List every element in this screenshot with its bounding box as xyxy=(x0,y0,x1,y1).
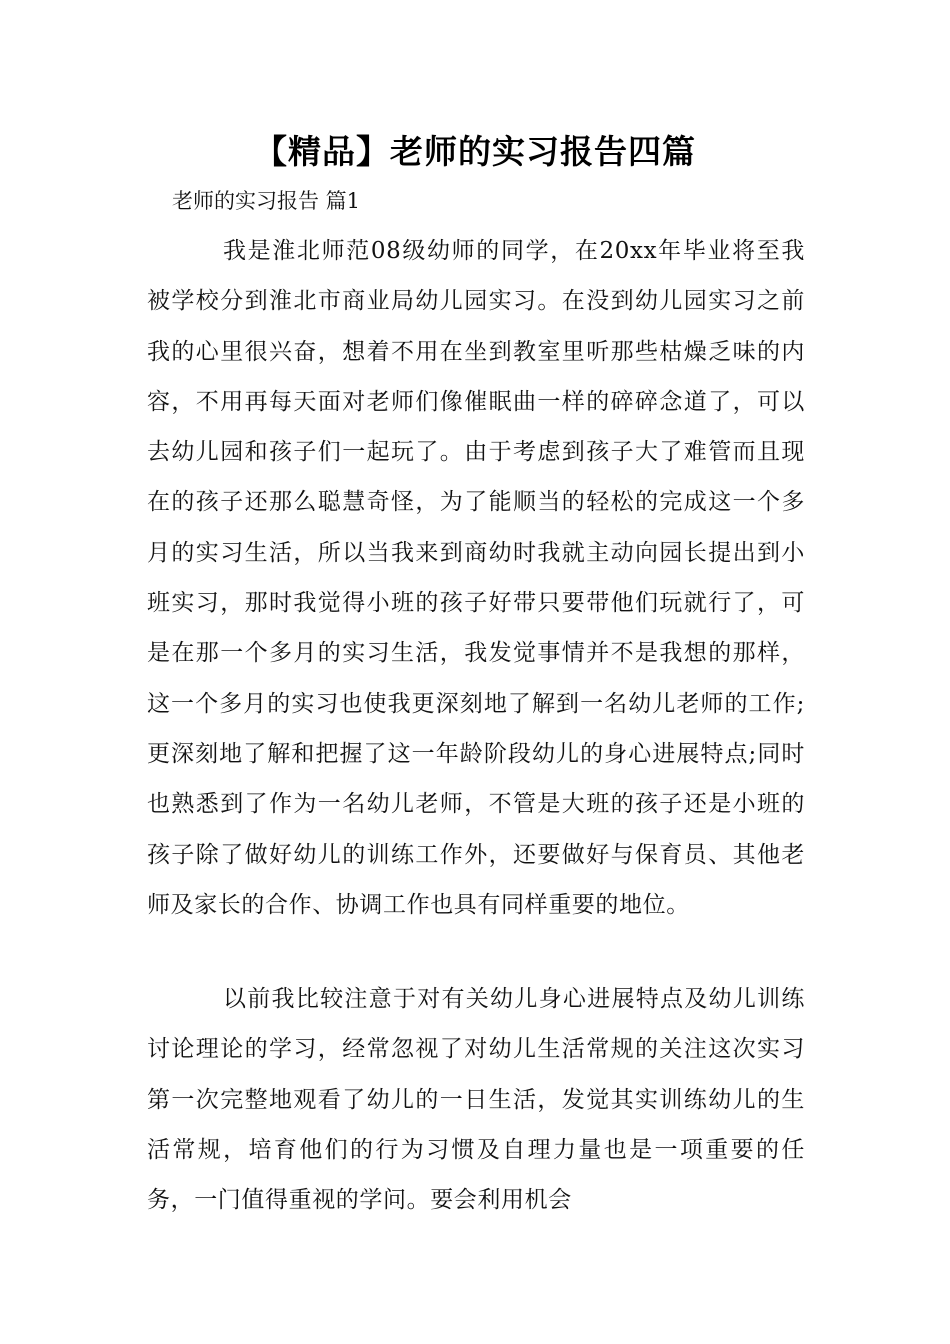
document-title: 【精品】老师的实习报告四篇 xyxy=(254,132,696,171)
body-paragraph-1: 我是淮北师范08级幼师的同学，在20xx年毕业将至我被学校分到淮北市商业局幼儿园实习。在没到幼儿园实习之前我的心里很兴奋，想着不用在坐到教室里听那些枯燥乏味的内容，不用再每天面对老师们像催眠曲一样的碎碎念道了，可以去幼儿园和孩子们一起玩了。由于考虑到孩子大了难管而且现在的孩子还那么聪慧奇怪，为了能顺当的轻松的完成这一个多月的实习生活，所以当我来到商幼时我就主动向园长提出到小班实习，那时我觉得小班的孩子好带只要带他们玩就行了，可是在那一个多月的实习生活，我发觉事情并不是我想的那样，这一个多月的实习也使我更深刻地了解到一名幼儿老师的工作;更深刻地了解和把握了这一年龄阶段幼儿的身心进展特点;同时也熟悉到了作为一名幼儿老师，不管是大班的孩子还是小班的孩子除了做好幼儿的训练工作外，还要做好与保育员、其他老师及家长的合作、协调工作也具有同样重要的地位。 xyxy=(147,238,805,918)
body-paragraph-2: 以前我比较注意于对有关幼儿身心进展特点及幼儿训练讨论理论的学习，经常忽视了对幼儿生活常规的关注这次实习第一次完整地观看了幼儿的一日生活，发觉其实训练幼儿的生活常规，培育他们的行为习惯及自理力量也是一项重要的任务，一门值得重视的学问。要会利用机会 xyxy=(147,986,805,1214)
section-heading: 老师的实习报告 篇1 xyxy=(172,189,361,213)
